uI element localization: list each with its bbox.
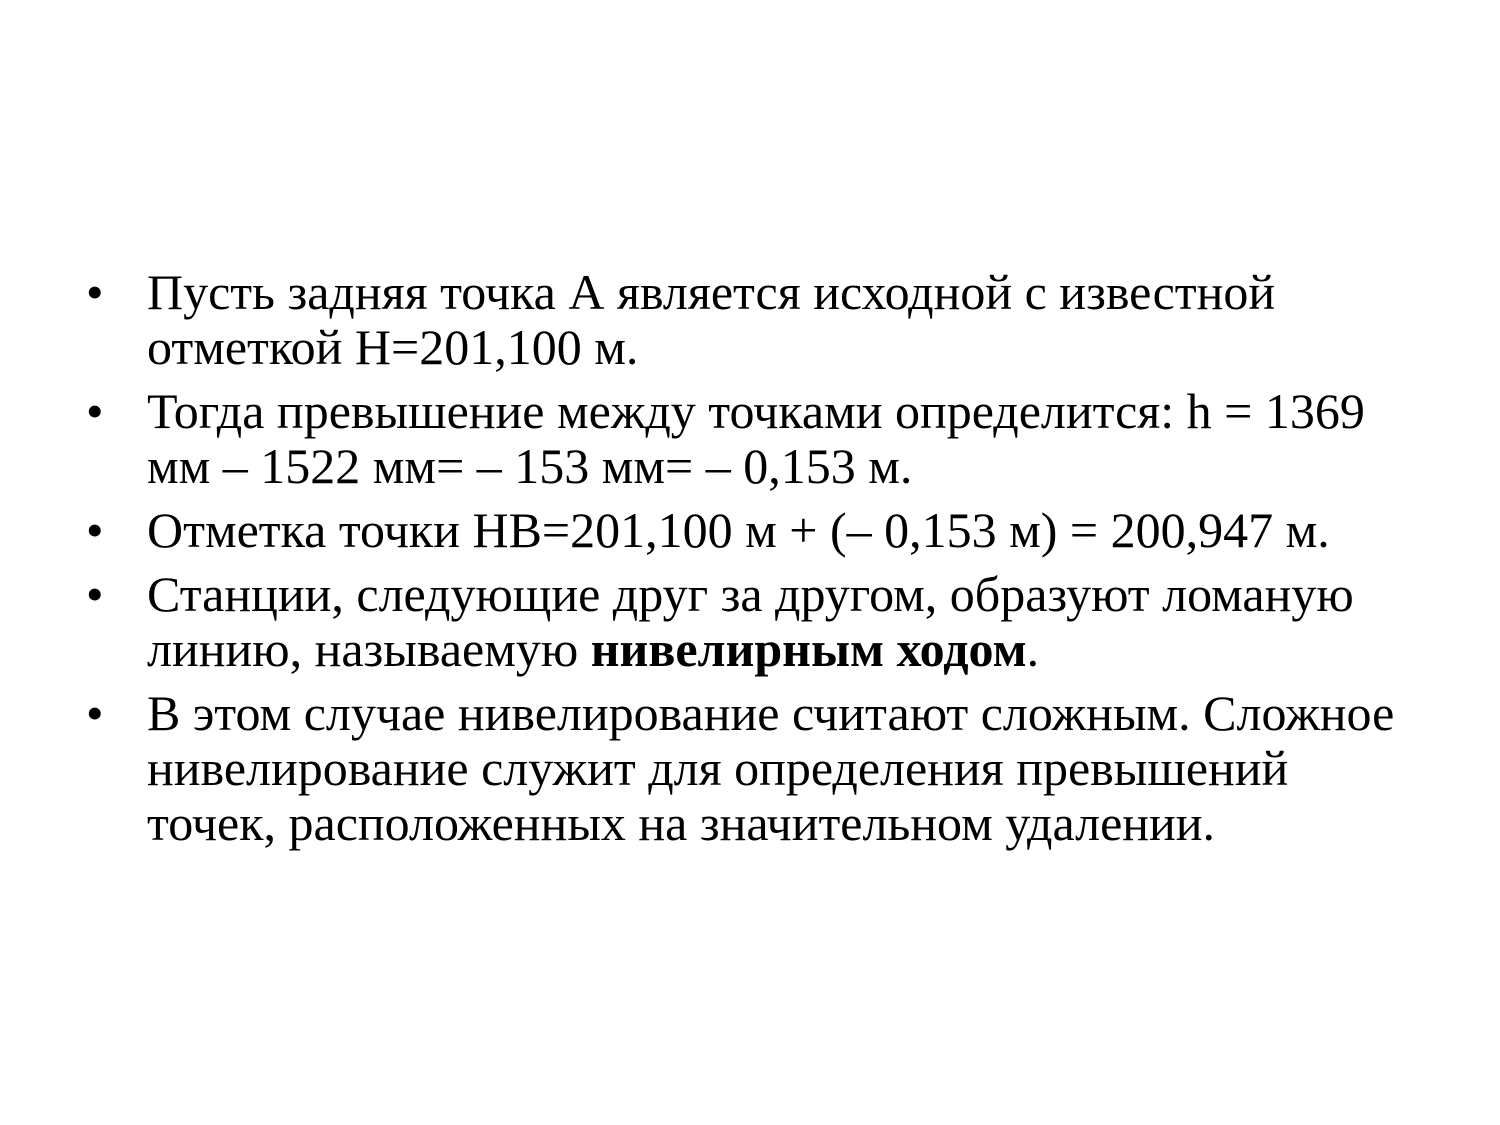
- list-item: [86, 686, 1406, 851]
- list-item: [86, 503, 1406, 558]
- bullet-icon: •: [86, 264, 104, 320]
- list-item: [86, 265, 1406, 375]
- list-item: [86, 384, 1406, 494]
- emphasized-term: нивелирным ходом: [590, 621, 1027, 677]
- bullet-text: В этом случае нивелирование считают сложным. Сложное нивелирование служит для определения превышений точек, расположенных на значительном удалении.: [147, 685, 1395, 851]
- bullet-icon: •: [86, 685, 104, 741]
- bullet-text-before: Станции, следующие друг за другом, образуют ломаную линию, называемую: [147, 566, 1354, 677]
- bullet-list: [86, 265, 1406, 860]
- bullet-text: [147, 566, 1354, 677]
- bullet-text-after: .: [1026, 621, 1040, 677]
- bullet-text: Отметка точки НВ=201,100 м + (– 0,153 м) = 200,947 м.: [147, 502, 1330, 558]
- bullet-text: Тогда превышение между точками определится: h = 1369 мм – 1522 мм= – 153 мм= – 0,153 м.: [147, 383, 1365, 494]
- bullet-icon: •: [86, 566, 104, 622]
- bullet-icon: •: [86, 383, 104, 439]
- bullet-text: Пусть задняя точка А является исходной с известной отметкой Н=201,100 м.: [147, 264, 1276, 375]
- bullet-icon: •: [86, 502, 104, 558]
- list-item: [86, 567, 1406, 677]
